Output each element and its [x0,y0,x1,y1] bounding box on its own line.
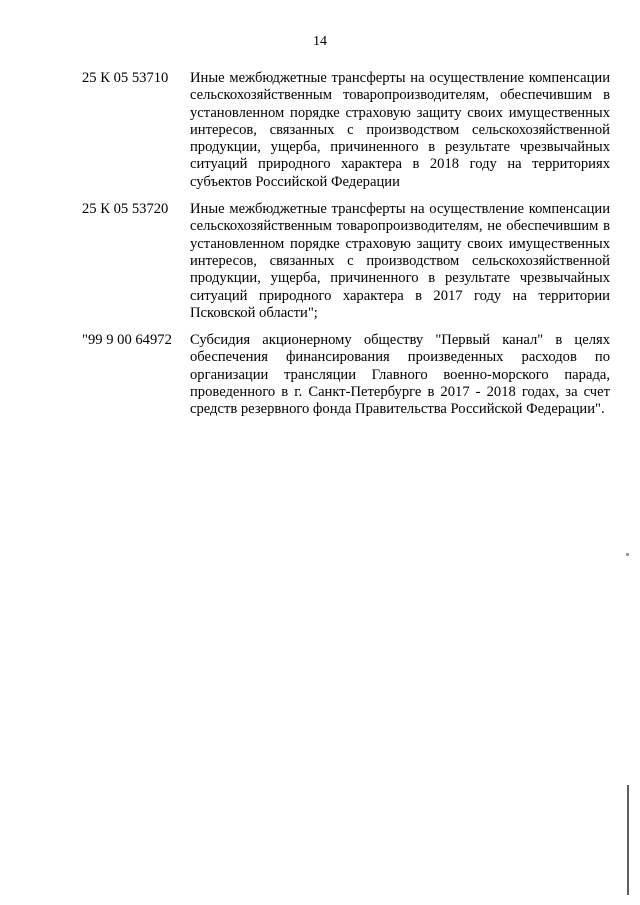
page-number: 14 [313,34,327,49]
budget-entry [82,70,610,191]
scan-edge-artifact [627,785,629,895]
budget-description: Субсидия акционерному обществу "Первый канал" в целях обеспечения финансирования произведенных расходов по организации трансляции Главного военно-морского парада, проведенного в г. Санкт-Петербурге в 2017 - 2018 годах, за счет средств резервного фонда Правительства Российской Федерации". [190,332,610,418]
budget-code: 25 К 05 53710 [82,70,169,86]
budget-code: "99 9 00 64972 [82,332,172,349]
budget-description: Иные межбюджетные трансферты на осуществление компенсации сельскохозяйственным товаропроизводителям, не обеспечившим в установленном порядке страховую защиту своих имущественных интересов, связанных с производством сельскохозяйственной продукции, ущерба, причиненного в результате чрезвычайных ситуаций природного характера в 2017 году на территории Псковской области"; [190,201,610,321]
budget-description: Иные межбюджетные трансферты на осуществление компенсации сельскохозяйственным товаропроизводителям, обеспечившим в установленном порядке страховую защиту своих имущественных интересов, связанных с производством сельскохозяйственной продукции, ущерба, причиненного в результате чрезвычайных ситуаций природного характера в 2018 году на территориях субъектов Российской Федерации [190,70,610,190]
budget-code-list [82,70,610,429]
budget-code: 25 К 05 53720 [82,201,169,218]
scan-artifact-dot [626,553,629,556]
budget-entry [82,201,610,322]
budget-entry [82,332,610,418]
